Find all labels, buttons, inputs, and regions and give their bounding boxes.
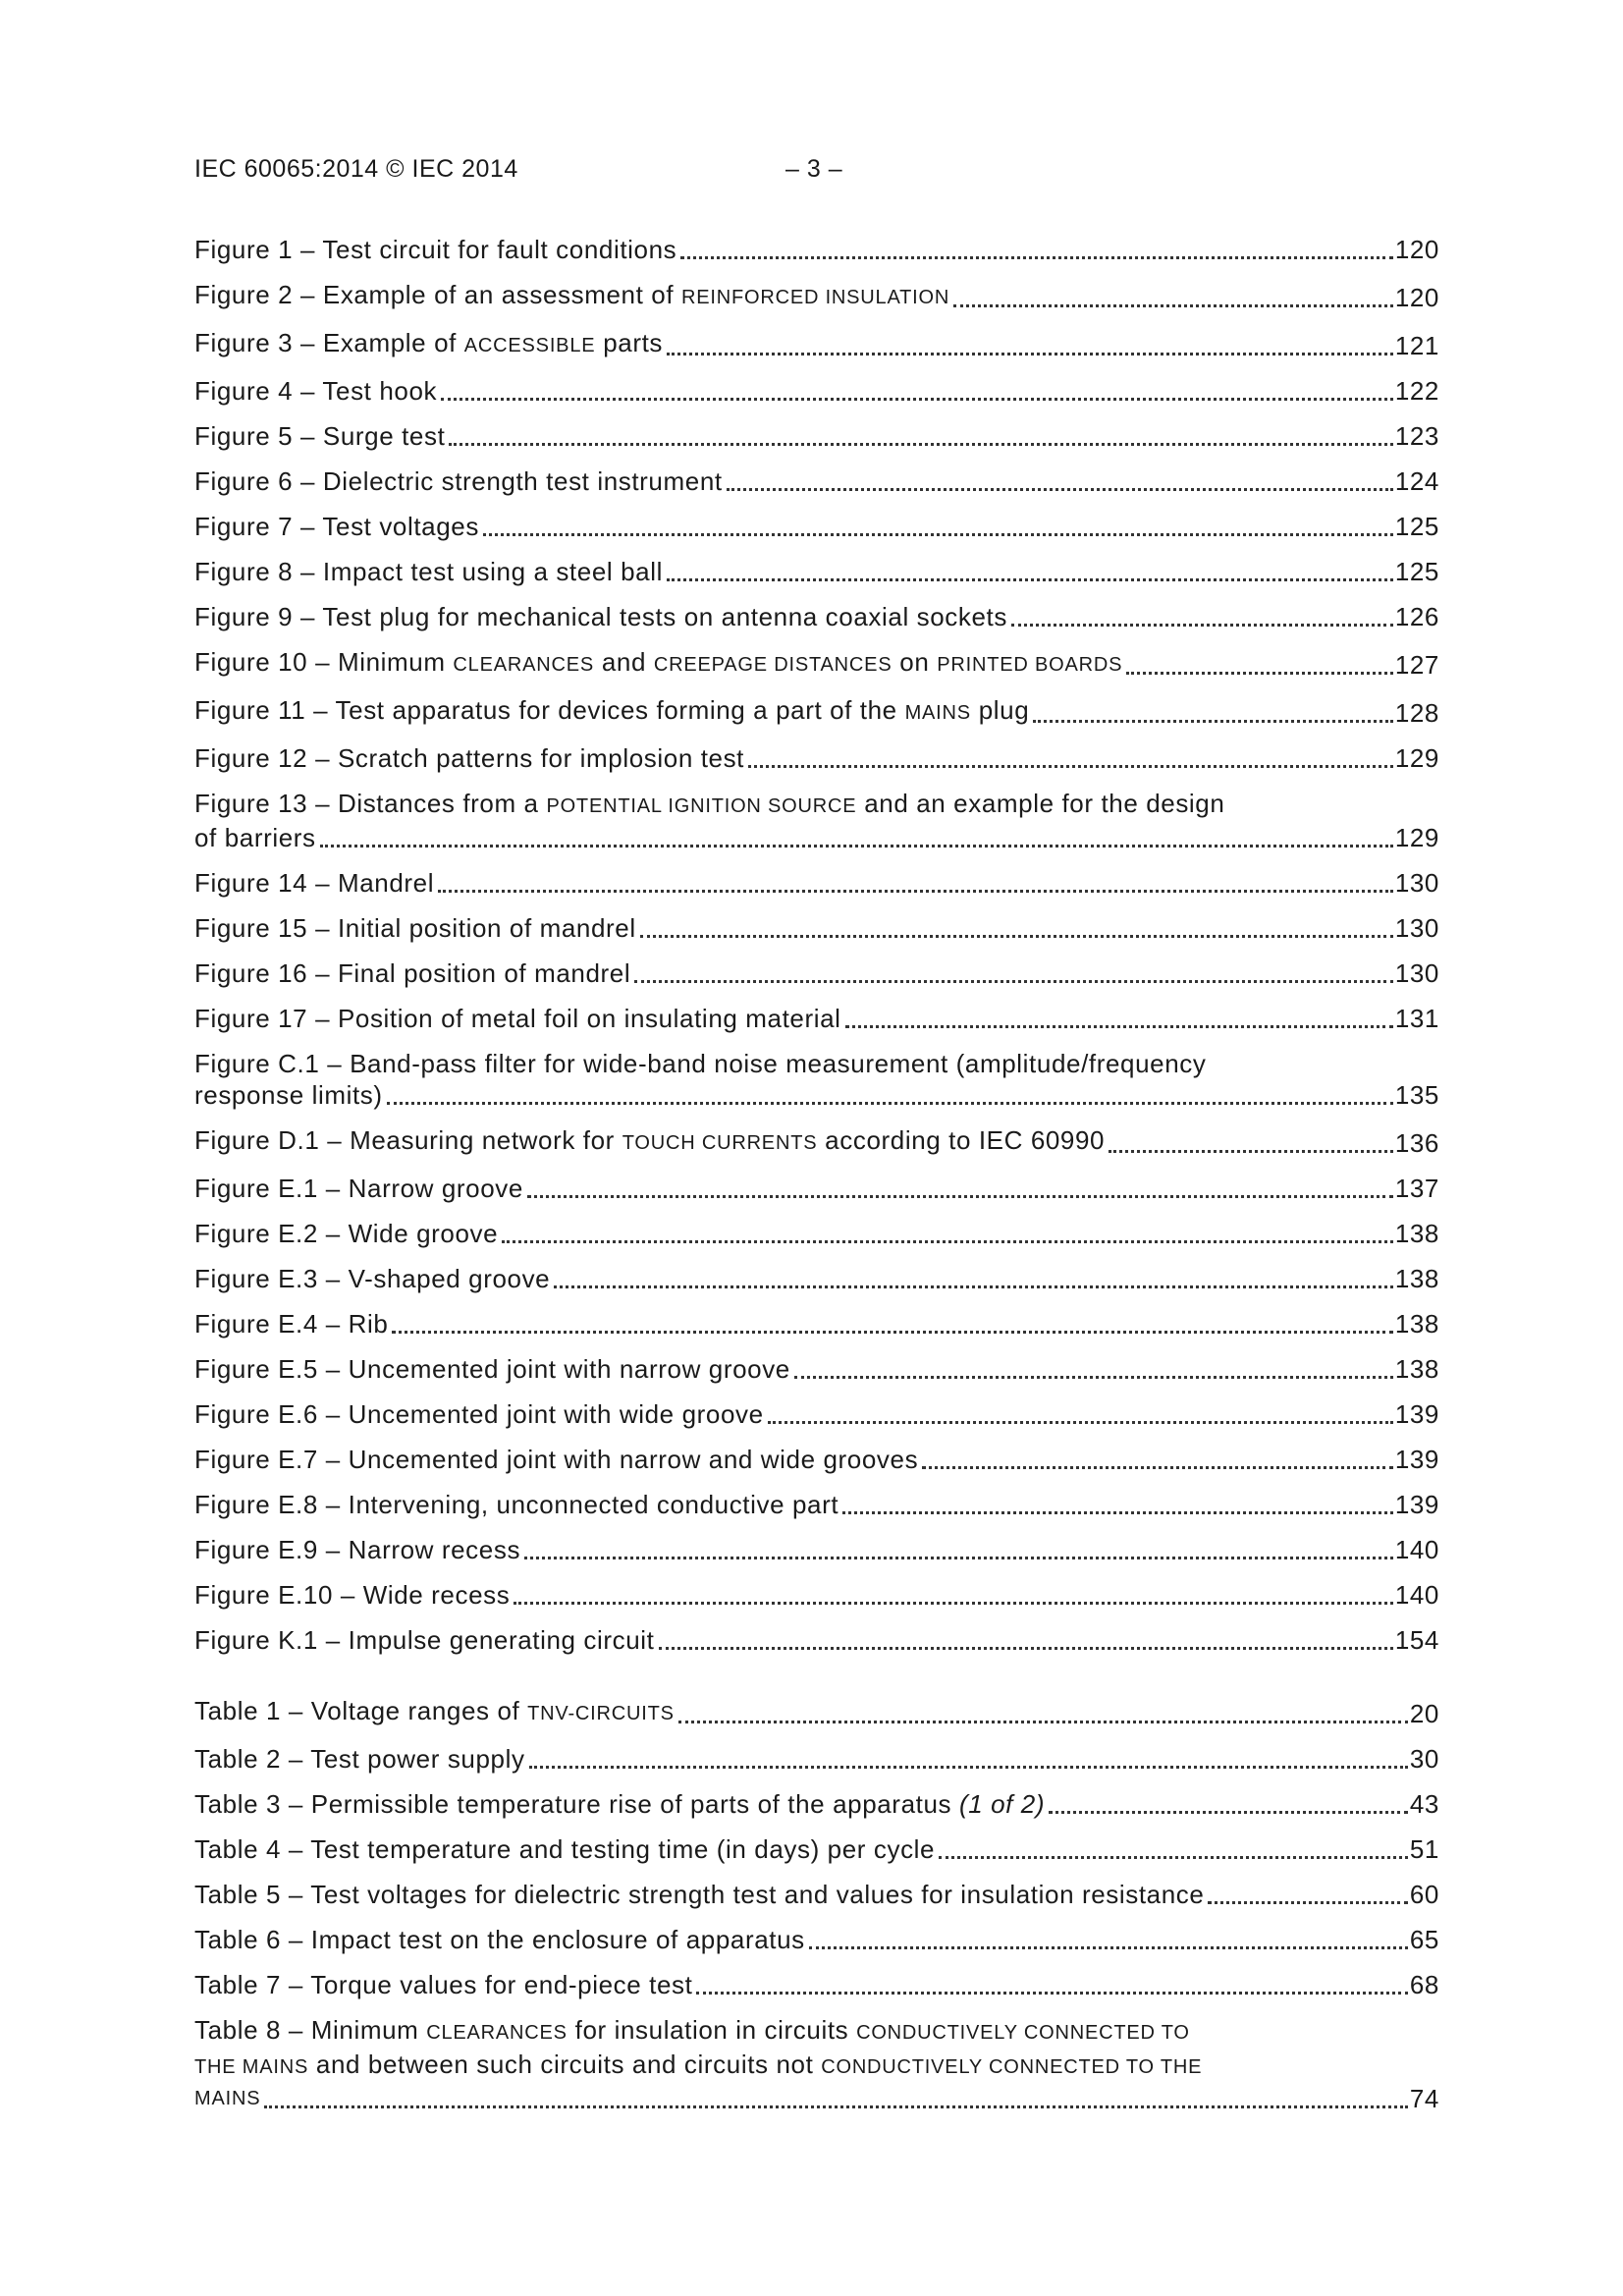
toc-entry-figure-13[interactable]: Figure 13 – Distances from a POTENTIAL IGNITION SOURCE and an example for the design of barriers 129 (194, 789, 1439, 852)
dot-leader (554, 1285, 1393, 1288)
toc-entry-figure-k1[interactable]: Figure K.1 – Impulse generating circuit 154 (194, 1625, 1439, 1655)
list-of-figures (194, 234, 1439, 1669)
list-of-tables (194, 1695, 1439, 2128)
dot-leader (1126, 671, 1393, 675)
dot-leader (659, 1646, 1393, 1650)
toc-entry-table-6[interactable]: Table 6 – Impact test on the enclosure of apparatus 65 (194, 1925, 1439, 1954)
toc-entry-figure-e3[interactable]: Figure E.3 – V-shaped groove 138 (194, 1264, 1439, 1293)
toc-entry-figure-1[interactable]: Figure 1 – Test circuit for fault conditions 120 (194, 235, 1439, 264)
dot-leader (634, 979, 1393, 983)
dot-leader (953, 303, 1393, 307)
dot-leader (842, 1510, 1393, 1514)
toc-entry-figure-7[interactable]: Figure 7 – Test voltages 125 (194, 512, 1439, 541)
toc-entry-figure-e1[interactable]: Figure E.1 – Narrow groove 137 (194, 1174, 1439, 1203)
dot-leader (1033, 719, 1393, 723)
toc-entry-figure-e9[interactable]: Figure E.9 – Narrow recess 140 (194, 1535, 1439, 1564)
dot-leader (529, 1765, 1408, 1769)
toc-entry-figure-11[interactable]: Figure 11 – Test apparatus for devices forming a part of the MAINS plug 128 (194, 695, 1439, 728)
toc-entry-figure-e5[interactable]: Figure E.5 – Uncemented joint with narrow groove 138 (194, 1354, 1439, 1384)
dot-leader (264, 2105, 1408, 2108)
dot-leader (794, 1375, 1393, 1379)
toc-entry-figure-17[interactable]: Figure 17 – Position of metal foil on insulating material 131 (194, 1004, 1439, 1033)
dot-leader (449, 442, 1392, 446)
toc-entry-figure-e2[interactable]: Figure E.2 – Wide groove 138 (194, 1219, 1439, 1248)
dot-leader (502, 1239, 1393, 1243)
toc-entry-figure-e6[interactable]: Figure E.6 – Uncemented joint with wide groove 139 (194, 1399, 1439, 1429)
toc-entry-figure-e4[interactable]: Figure E.4 – Rib 138 (194, 1309, 1439, 1339)
dot-leader (640, 934, 1393, 938)
toc-entry-figure-d1[interactable]: Figure D.1 – Measuring network for TOUCH CURRENTS according to IEC 60990 136 (194, 1125, 1439, 1158)
toc-entry-figure-6[interactable]: Figure 6 – Dielectric strength test instrument 124 (194, 466, 1439, 496)
dot-leader (483, 532, 1393, 536)
dot-leader (1011, 623, 1393, 627)
toc-entry-table-5[interactable]: Table 5 – Test voltages for dielectric strength test and values for insulation resistance 60 (194, 1880, 1439, 1909)
toc-entry-figure-4[interactable]: Figure 4 – Test hook 122 (194, 376, 1439, 406)
dot-leader (680, 255, 1393, 259)
toc-entry-table-7[interactable]: Table 7 – Torque values for end-piece test 68 (194, 1970, 1439, 1999)
toc-entry-table-4[interactable]: Table 4 – Test temperature and testing time (in days) per cycle 51 (194, 1834, 1439, 1864)
dot-leader (696, 1991, 1407, 1995)
toc-entry-figure-e7[interactable]: Figure E.7 – Uncemented joint with narrow and wide grooves 139 (194, 1445, 1439, 1474)
dot-leader (809, 1945, 1408, 1949)
toc-entry-figure-9[interactable]: Figure 9 – Test plug for mechanical tests on antenna coaxial sockets 126 (194, 602, 1439, 631)
dot-leader (320, 844, 1393, 847)
dot-leader (1109, 1149, 1393, 1153)
dot-leader (667, 352, 1393, 355)
toc-entry-table-3[interactable]: Table 3 – Permissible temperature rise of parts of the apparatus (1 of 2) 43 (194, 1789, 1439, 1819)
dot-leader (387, 1101, 1393, 1105)
toc-entry-table-8[interactable]: Table 8 – Minimum CLEARANCES for insulation in circuits CONDUCTIVELY CONNECTED TO THE MAINS and between such circuits and circuits not CONDUCTIVELY CONNECTED TO THE MAINS 74 (194, 2015, 1439, 2113)
toc-entry-figure-10[interactable]: Figure 10 – Minimum CLEARANCES and CREEPAGE DISTANCES on PRINTED BOARDS 127 (194, 647, 1439, 680)
dot-leader (922, 1465, 1393, 1469)
dot-leader (438, 889, 1393, 893)
dot-leader (727, 487, 1393, 491)
dot-leader (678, 1720, 1408, 1723)
dot-leader (1208, 1900, 1407, 1904)
dot-leader (392, 1330, 1392, 1334)
dot-leader (441, 397, 1393, 401)
toc-entry-figure-8[interactable]: Figure 8 – Impact test using a steel ball 125 (194, 557, 1439, 586)
toc-entry-table-2[interactable]: Table 2 – Test power supply 30 (194, 1744, 1439, 1774)
dot-leader (1049, 1810, 1408, 1814)
toc-entry-figure-e8[interactable]: Figure E.8 – Intervening, unconnected conductive part 139 (194, 1490, 1439, 1519)
toc-entry-table-1[interactable]: Table 1 – Voltage ranges of TNV-CIRCUITS 20 (194, 1696, 1439, 1728)
toc-entry-figure-15[interactable]: Figure 15 – Initial position of mandrel 130 (194, 913, 1439, 943)
dot-leader (524, 1556, 1393, 1559)
toc-entry-figure-12[interactable]: Figure 12 – Scratch patterns for implosion test 129 (194, 743, 1439, 773)
toc-entry-figure-5[interactable]: Figure 5 – Surge test 123 (194, 421, 1439, 451)
dot-leader (748, 764, 1393, 768)
dot-leader (939, 1855, 1408, 1859)
toc-entry-figure-c1[interactable]: Figure C.1 – Band-pass filter for wide-band noise measurement (amplitude/frequency response limits) 135 (194, 1049, 1439, 1110)
toc-entry-figure-3[interactable]: Figure 3 – Example of ACCESSIBLE parts 121 (194, 328, 1439, 360)
toc-entry-figure-14[interactable]: Figure 14 – Mandrel 130 (194, 868, 1439, 898)
dot-leader (768, 1420, 1393, 1424)
dot-leader (527, 1194, 1393, 1198)
toc-entry-figure-2[interactable]: Figure 2 – Example of an assessment of REINFORCED INSULATION 120 (194, 280, 1439, 312)
toc-entry-figure-16[interactable]: Figure 16 – Final position of mandrel 130 (194, 958, 1439, 988)
dot-leader (845, 1024, 1393, 1028)
page-number: – 3 – (785, 155, 843, 183)
dot-leader (667, 577, 1393, 581)
toc-entry-figure-e10[interactable]: Figure E.10 – Wide recess 140 (194, 1580, 1439, 1610)
dot-leader (514, 1601, 1392, 1605)
document-id: IEC 60065:2014 © IEC 2014 (194, 155, 518, 183)
